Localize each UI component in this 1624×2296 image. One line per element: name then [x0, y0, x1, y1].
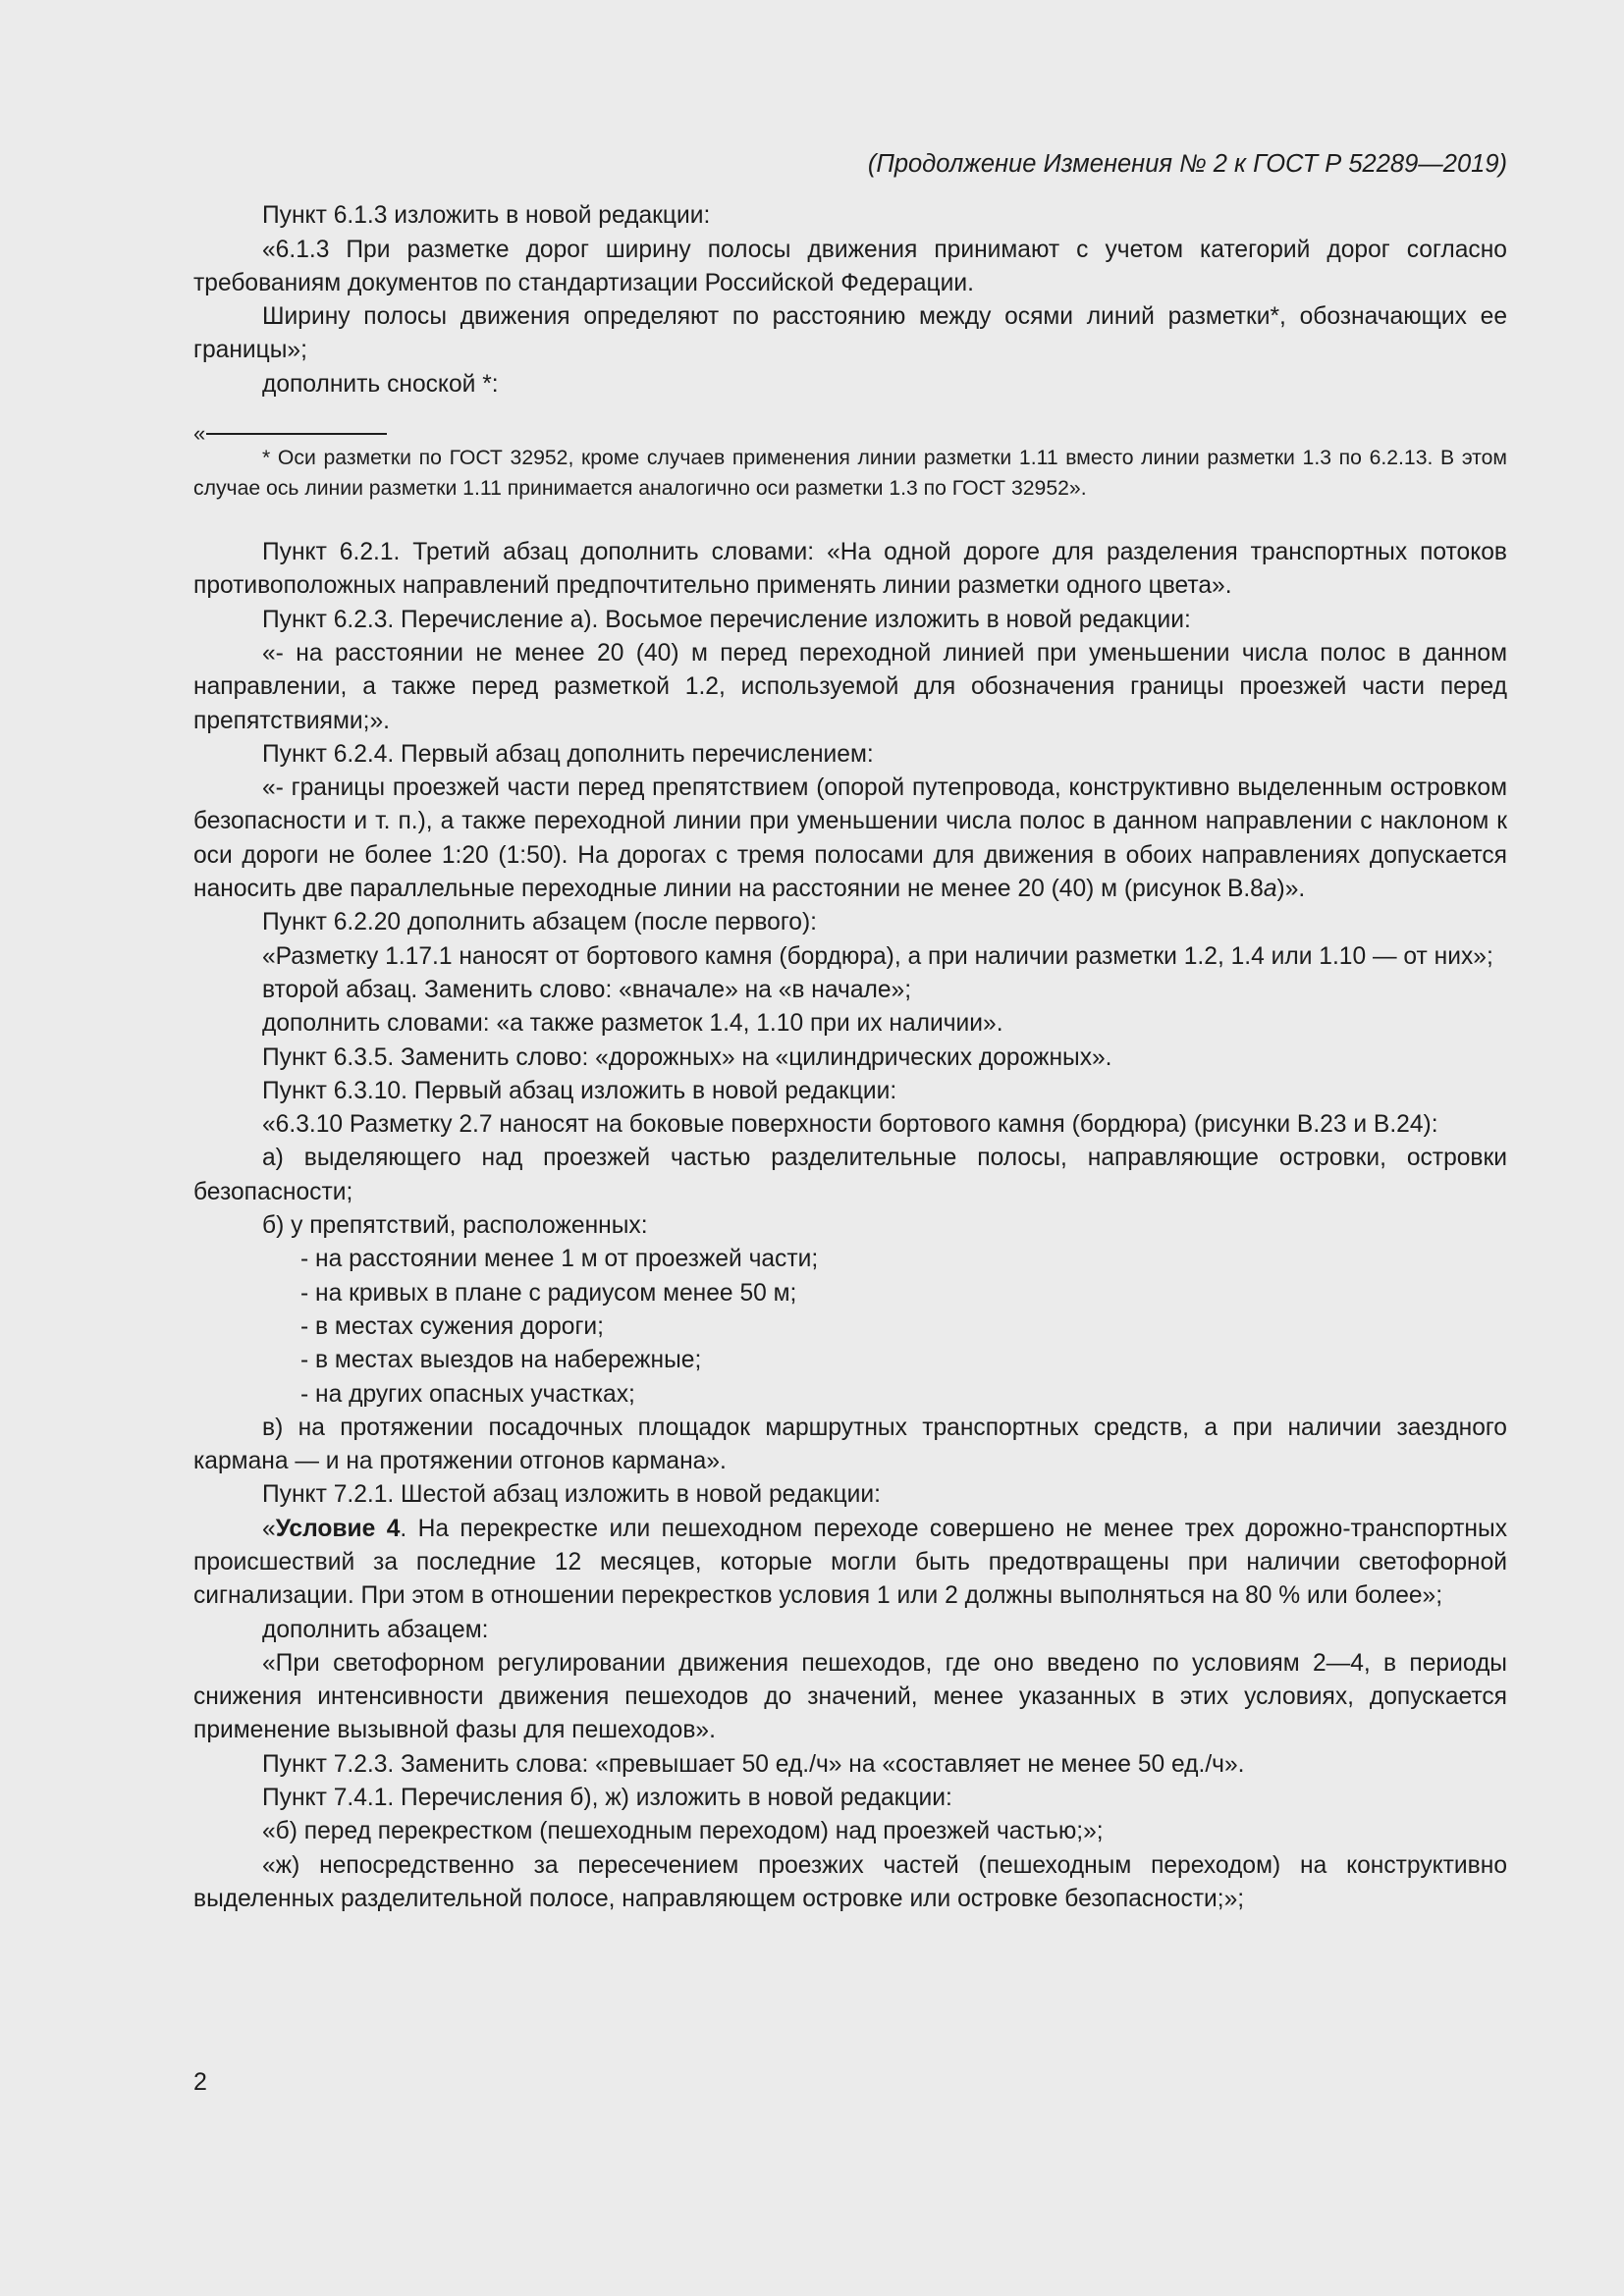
paragraph: второй абзац. Заменить слово: «вначале» на «в начале»;	[262, 976, 912, 1003]
paragraph: а) выделяющего над проезжей частью разделительные полосы, направляющие островки, островки безопасности;	[193, 1145, 1507, 1205]
paragraph: «- на расстоянии не менее 20 (40) м перед переходной линией при уменьшении числа полос в данном направлении, а также перед разметкой 1.2, используемой для обозначения границы проезжей части перед препятствиями;».	[193, 639, 1507, 734]
footnote-separator	[193, 417, 1507, 447]
paragraph: Пункт 6.3.5. Заменить слово: «дорожных» на «цилиндрических дорожных».	[262, 1043, 1112, 1071]
paragraph: «ж) непосредственно за пересечением проезжих частей (пешеходным переходом) на конструктивно выделенных разделительной полосе, направляющем островке или островке безопасности;»;	[193, 1851, 1507, 1912]
paragraph: б) у препятствий, расположенных:	[262, 1212, 648, 1240]
list-item: - на расстоянии менее 1 м от проезжей части;	[300, 1246, 819, 1273]
footnote-open-quote: «	[193, 421, 206, 447]
paragraph: Пункт 7.4.1. Перечисления б), ж) изложить в новой редакции:	[262, 1785, 952, 1812]
footnote-block	[193, 417, 1507, 504]
paragraph: Пункт 6.2.20 дополнить абзацем (после первого):	[262, 909, 817, 936]
running-head: (Продолжение Изменения № 2 к ГОСТ Р 52289—2019)	[867, 150, 1507, 178]
page-number: 2	[193, 2068, 207, 2096]
paragraph: Пункт 6.1.3 изложить в новой редакции:	[262, 202, 711, 230]
paragraph	[193, 1513, 1507, 1614]
paragraph: дополнить словами: «а также разметок 1.4, 1.10 при их наличии».	[262, 1010, 1003, 1038]
paragraph: Пункт 6.2.1. Третий абзац дополнить словами: «На одной дороге для разделения транспортных потоков противоположных направлений предпочтительно применять линии разметки одного цвета».	[193, 539, 1507, 600]
paragraph: «6.1.3 При разметке дорог ширину полосы движения принимают с учетом категорий дорог согласно требованиям документов по стандартизации Российской Федерации.	[193, 236, 1507, 296]
paragraph: «Разметку 1.17.1 наносят от бортового камня (бордюра), а при наличии разметки 1.2, 1.4 или 1.10 — от них»;	[262, 942, 1493, 970]
paragraph-text: «	[262, 1515, 276, 1542]
footnote-rule	[206, 433, 387, 435]
paragraph: «6.3.10 Разметку 2.7 наносят на боковые поверхности бортового камня (бордюра) (рисунки В.23 и В.24):	[262, 1111, 1438, 1139]
paragraph: Ширину полосы движения определяют по расстоянию между осями линий разметки*, обозначающих ее границы»;	[193, 303, 1507, 364]
paragraph: Пункт 7.2.3. Заменить слова: «превышает 50 ед./ч» на «составляет не менее 50 ед./ч».	[262, 1750, 1245, 1778]
paragraph: Пункт 6.2.4. Первый абзац дополнить перечислением:	[262, 740, 874, 768]
paragraph-text: )».	[1276, 876, 1306, 903]
paragraph: Пункт 7.2.1. Шестой абзац изложить в новой редакции:	[262, 1481, 881, 1509]
paragraph: в) на протяжении посадочных площадок маршрутных транспортных средств, а при наличии заездного кармана — и на протяжении отгонов кармана».	[193, 1414, 1507, 1475]
list-item: - на других опасных участках;	[300, 1380, 635, 1408]
list-item: - в местах сужения дороги;	[300, 1312, 604, 1340]
paragraph: дополнить сноской *:	[262, 370, 499, 398]
paragraph-text: . На перекрестке или пешеходном переходе совершено не менее трех дорожно-транспортных происшествий за последние 12 месяцев, которые могли быть предотвращены при наличии светофорной сигнализации. При этом в отношении перекрестков условия 1 или 2 должны выполняться на 80 % или более»;	[193, 1515, 1507, 1610]
paragraph: дополнить абзацем:	[262, 1616, 489, 1643]
list-item: - в местах выездов на набережные;	[300, 1347, 702, 1374]
bold-term: Условие 4	[275, 1515, 401, 1542]
paragraph: «б) перед перекрестком (пешеходным переходом) над проезжей частью;»;	[262, 1818, 1104, 1845]
document-page	[193, 147, 1507, 1916]
paragraph-text: «- границы проезжей части перед препятствием (опорой путепровода, конструктивно выделенным островком безопасности и т. п.), а также переходной линии при уменьшении числа полос в данном направлении с наклоном к оси дороги не более 1:20 (1:50). На дорогах с тремя полосами для движения в обоих направлениях допускается наносить две параллельные переходные линии на расстоянии не менее 20 (40) м (рисунок В.8	[193, 774, 1507, 903]
paragraph	[193, 772, 1507, 906]
paragraph: Пункт 6.2.3. Перечисление а). Восьмое перечисление изложить в новой редакции:	[262, 606, 1191, 633]
footnote-text: * Оси разметки по ГОСТ 32952, кроме случаев применения линии разметки 1.11 вместо линии разметки 1.3 по 6.2.13. В этом случае ось линии разметки 1.11 принимается аналогично оси разметки 1.3 по ГОСТ 32952».	[193, 447, 1507, 501]
figure-letter: а	[1263, 876, 1277, 903]
paragraph: «При светофорном регулировании движения пешеходов, где оно введено по условиям 2—4, в периоды снижения интенсивности движения пешеходов до значений, менее указанных в этих условиях, допускается применение вызывной фазы для пешеходов».	[193, 1649, 1507, 1744]
paragraph: Пункт 6.3.10. Первый абзац изложить в новой редакции:	[262, 1077, 897, 1104]
list-item: - на кривых в плане с радиусом менее 50 м;	[300, 1279, 797, 1307]
